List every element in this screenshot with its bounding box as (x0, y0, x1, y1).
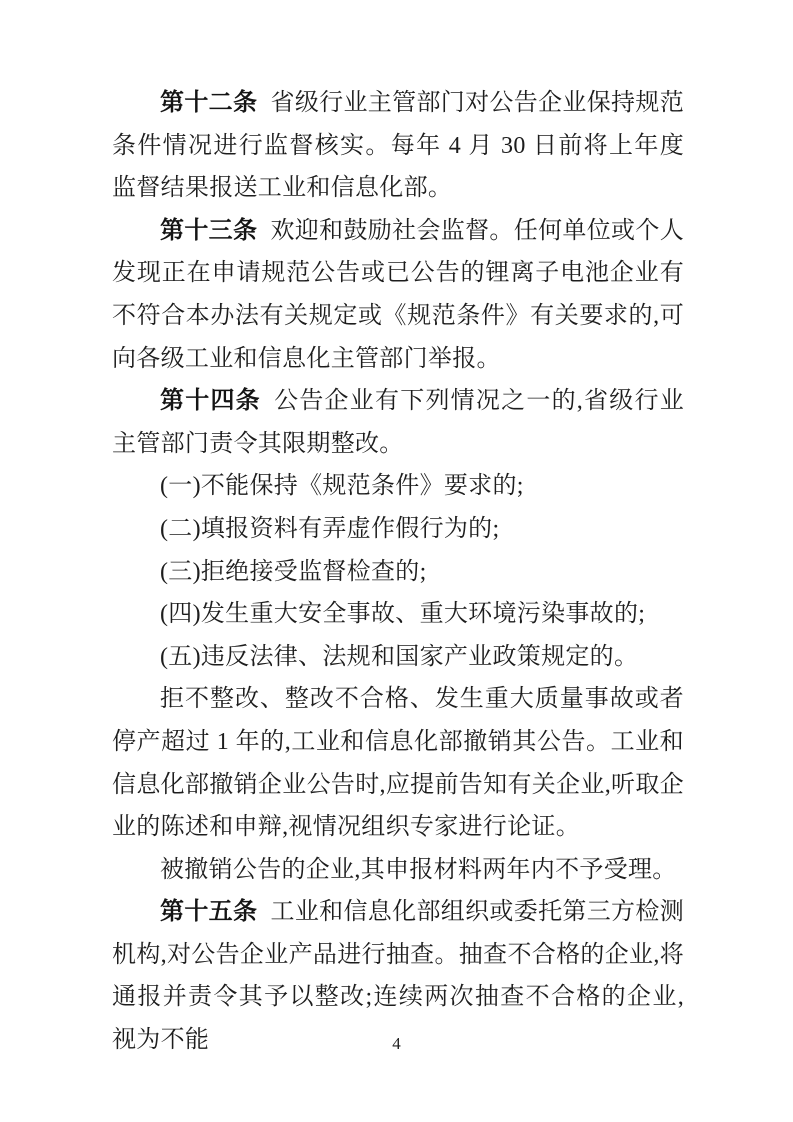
paragraph-text: (三)拒绝接受监督检查的; (160, 558, 427, 585)
article-number: 第十三条 (160, 217, 258, 244)
paragraph (112, 849, 684, 892)
paragraph-text: 工业和信息化部组织或委托第三方检测机构,对公告企业产品进行抽查。抽查不合格的企业,将通报并责令其予以整改;连续两次抽查不合格的企业,视为不能 (112, 899, 684, 1054)
paragraph (112, 380, 684, 465)
paragraph (112, 508, 684, 551)
paragraph-text: 公告企业有下列情况之一的,省级行业主管部门责令其限期整改。 (112, 388, 684, 457)
paragraph-text: 省级行业主管部门对公告企业保持规范条件情况进行监督核实。每年 4 月 30 日前将上年度监督结果报送工业和信息化部。 (112, 90, 684, 202)
paragraph-text: (四)发生重大安全事故、重大环境污染事故的; (160, 601, 646, 628)
paragraph-text: (一)不能保持《规范条件》要求的; (160, 473, 524, 500)
paragraph (112, 82, 684, 210)
paragraph (112, 593, 684, 636)
paragraph (112, 636, 684, 679)
document-body (112, 82, 684, 1062)
article-number: 第十四条 (160, 388, 261, 415)
article-number: 第十五条 (160, 899, 258, 926)
paragraph (112, 678, 684, 848)
page-number: 4 (392, 1034, 401, 1053)
paragraph-text: (五)违反法律、法规和国家产业政策规定的。 (160, 643, 639, 670)
paragraph (112, 551, 684, 594)
page-footer (0, 1034, 793, 1054)
paragraph-text: 欢迎和鼓励社会监督。任何单位或个人发现正在申请规范公告或已公告的锂离子电池企业有不符合本办法有关规定或《规范条件》有关要求的,可向各级工业和信息化主管部门举报。 (112, 217, 684, 372)
paragraph-text: 被撤销公告的企业,其申报材料两年内不予受理。 (160, 856, 677, 883)
paragraph-text: 拒不整改、整改不合格、发生重大质量事故或者停产超过 1 年的,工业和信息化部撤销其公告。工业和信息化部撤销企业公告时,应提前告知有关企业,听取企业的陈述和申辩,视情况组织专家进行论证。 (112, 686, 684, 841)
paragraph (112, 465, 684, 508)
paragraph-text: (二)填报资料有弄虚作假行为的; (160, 515, 500, 542)
article-number: 第十二条 (160, 90, 258, 116)
paragraph (112, 210, 684, 380)
